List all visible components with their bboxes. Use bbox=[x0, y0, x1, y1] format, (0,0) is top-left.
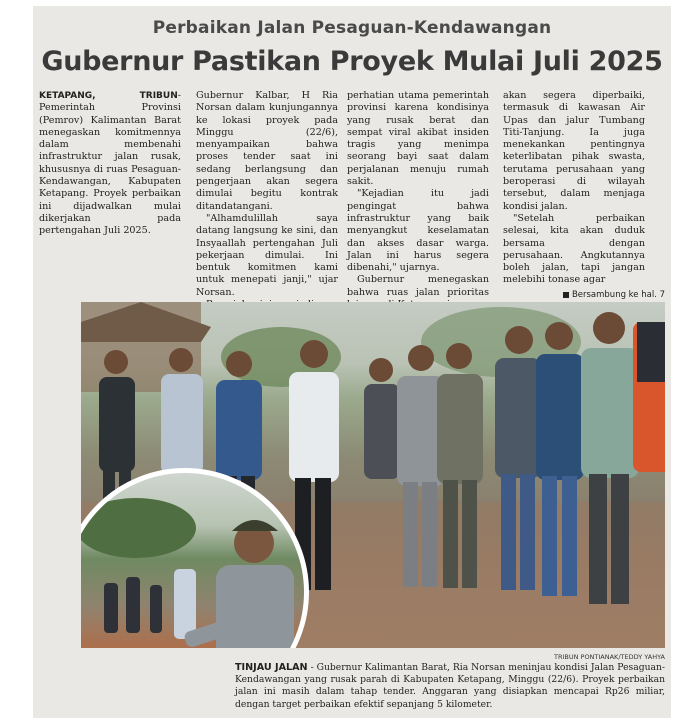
article-column-1 bbox=[39, 90, 181, 290]
inset-photo bbox=[81, 468, 309, 648]
article-kicker: Perbaikan Jalan Pesaguan-Kendawangan bbox=[152, 18, 552, 38]
photo-credit: TRIBUN PONTIANAK/TEDDY YAHYA bbox=[553, 653, 665, 661]
article-column-2 bbox=[196, 90, 338, 298]
column-3-paragraph: Gubernur menegaskan bahwa ruas jalan prioritas bbox=[347, 274, 489, 298]
main-photo bbox=[81, 302, 665, 648]
caption-text: - Gubernur Kalimantan Barat, Ria Norsan meninjau kondisi Jalan Pesaguan-Kendawangan yang rusak parah di Kabupaten Ketapang, Minggu (22/6). Proyek perbaikan jalan ini masih dalam tahap tender. Anggaran yang disiapkan mencapai Rp26 miliar, dengan target perbaikan efektif sepanjang 5 kilometer. bbox=[235, 662, 665, 710]
column-3-paragraph: perhatian utama pemerintah provinsi karena kondisinya yang rusak berat dan sempat viral akibat insiden tragis yang menimpa seorang bayi saat dalam perjalanan menuju rumah sakit. bbox=[347, 90, 489, 188]
inset-illustration bbox=[81, 473, 304, 648]
column-3-paragraph: "Kejadian itu jadi pengingat bahwa infrastruktur yang baik menyangkut keselamatan dan akses dasar warga. Jalan ini harus segera dibenahi," ujarnya. bbox=[347, 188, 489, 274]
continued-note bbox=[563, 290, 665, 300]
column-4-paragraph: akan segera diperbaiki, termasuk di kawasan Air Upas dan jalur Tumbang Titi-Tanjung. Ia juga menekankan pentingnya keterlibatan pihak swasta, terutama perusahaan yang beroperasi di wilayah tersebut, dalam menjaga kondisi jalan. bbox=[503, 90, 645, 212]
column-4-paragraph: "Setelah perbaikan selesai, kita akan duduk bersama dengan perusahaan. Angkutannya boleh jalan, tapi jangan melebihi tonase agar bbox=[503, 212, 645, 286]
article-column-4 bbox=[503, 90, 645, 290]
column-1-text: - Pemerintah Provinsi (Pemrov) Kalimantan Barat menegaskan komitmennya dalam membenahi infrastruktur jalan rusak, khususnya di ruas Pesaguan-Kendawangan, Kabupaten Ketapang. Proyek perbaikan ini dijadwalkan mulai dikerjakan pada pertengahan Juli 2025. bbox=[39, 90, 181, 237]
article-headline: Gubernur Pastikan Proyek Mulai Juli 2025 bbox=[41, 46, 663, 77]
article-column-3 bbox=[347, 90, 489, 298]
caption-label: TINJAU JALAN bbox=[235, 662, 308, 673]
dateline: KETAPANG, TRIBUN bbox=[39, 91, 178, 101]
column-2-paragraph: "Alhamdulillah saya datang langsung ke sini, dan Insyaallah pertengahan Juli pekerjaan dimulai. Ini bentuk komitmen kami untuk menepati janji," ujar Norsan. bbox=[196, 212, 338, 298]
column-2-paragraph: Gubernur Kalbar, H Ria Norsan dalam kunjungannya ke lokasi proyek pada Minggu (22/6), menyampaikan bahwa proses tender saat ini sedang berlangsung dan pengerjaan akan segera dimulai begitu kontrak ditandatangani. bbox=[196, 90, 338, 212]
photo-caption bbox=[235, 662, 665, 711]
square-bullet-icon bbox=[563, 292, 569, 298]
newspaper-clipping bbox=[33, 6, 671, 718]
continued-text: Bersambung ke hal. 7 bbox=[571, 290, 665, 300]
